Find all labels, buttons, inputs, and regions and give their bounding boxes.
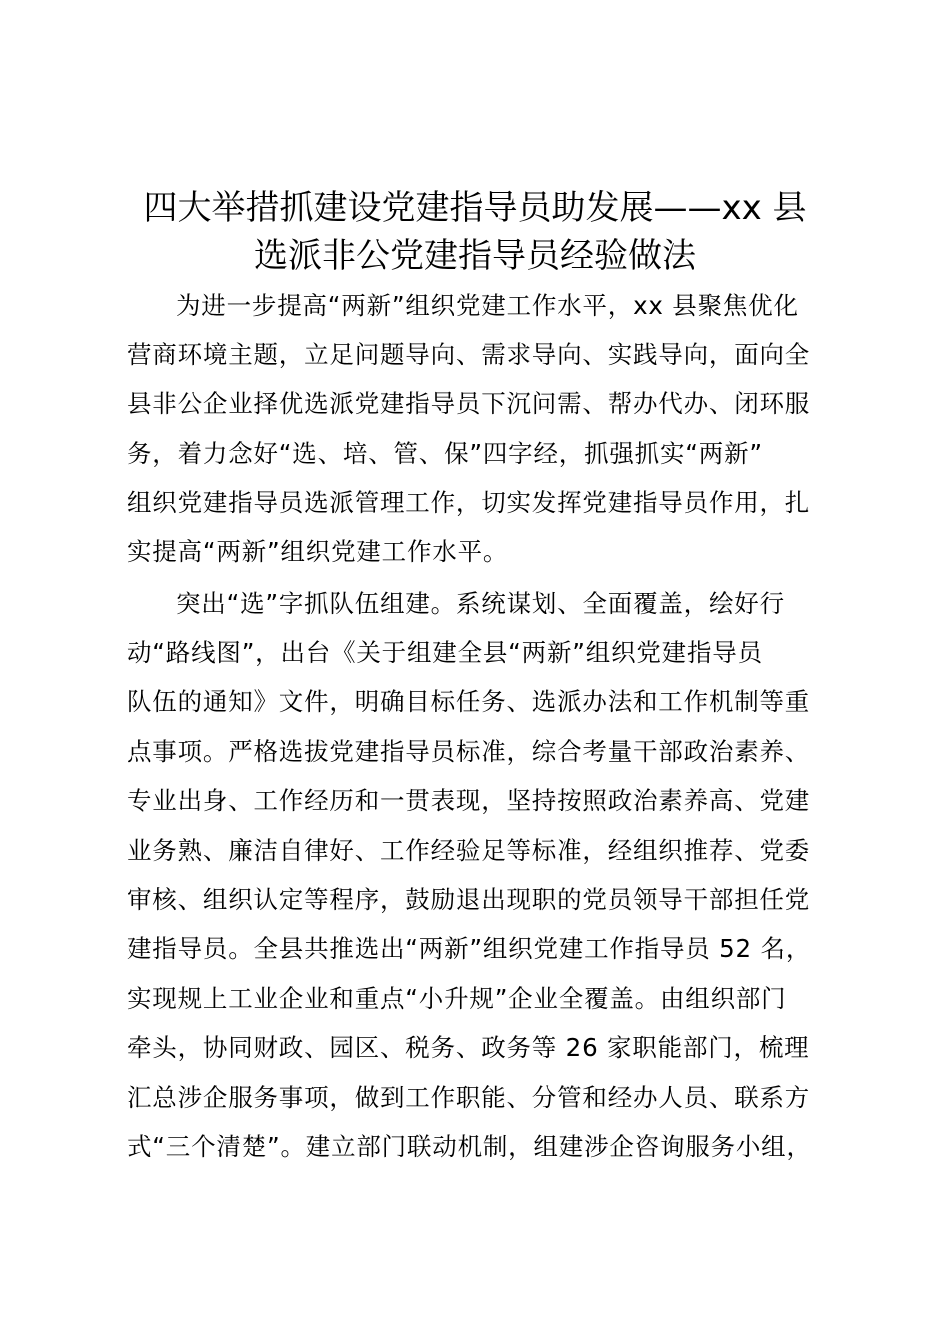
paragraph-line: 实现规上工业企业和重点“小升规”企业全覆盖。由组织部门	[127, 984, 787, 1013]
paragraph-line: 营商环境主题，立足问题导向、需求导向、实践导向，面向全	[127, 340, 811, 369]
paragraph-line: 为进一步提高“两新”组织党建工作水平，xx 县聚焦优化	[176, 291, 799, 320]
paragraph-line: 动“路线图”，出台《关于组建全县“两新”组织党建指导员	[127, 638, 763, 667]
paragraph-line: 县非公企业择优选派党建指导员下沉问需、帮办代办、闭环服	[127, 389, 811, 418]
paragraph-line: 汇总涉企服务事项，做到工作职能、分管和经办人员、联系方	[127, 1083, 811, 1112]
paragraph-line: 务，着力念好“选、培、管、保”四字经，抓强抓实“两新”	[127, 439, 763, 468]
paragraph-line: 业务熟、廉洁自律好、工作经验足等标准，经组织推荐、党委	[127, 836, 811, 865]
paragraph-line: 审核、组织认定等程序，鼓励退出现职的党员领导干部担任党	[127, 885, 811, 914]
paragraph-line: 建指导员。全县共推选出“两新”组织党建工作指导员 52 名，	[127, 934, 812, 963]
paragraph-line: 实提高“两新”组织党建工作水平。	[127, 537, 509, 566]
paragraph-line: 牵头，协同财政、园区、税务、政务等 26 家职能部门，梳理	[127, 1033, 810, 1062]
paragraph-line: 队伍的通知》文件，明确目标任务、选派办法和工作机制等重	[127, 687, 811, 716]
paragraph-line: 专业出身、工作经历和一贯表现，坚持按照政治素养高、党建	[127, 786, 811, 815]
paragraph-line: 点事项。严格选拔党建指导员标准，综合考量干部政治素养、	[127, 737, 811, 766]
paragraph-line: 式“三个清楚”。建立部门联动机制，组建涉企咨询服务小组，	[127, 1132, 812, 1161]
document-title-line-1: 四大举措抓建设党建指导员助发展——xx 县	[143, 188, 807, 228]
paragraph-line: 突出“选”字抓队伍组建。系统谋划、全面覆盖，绘好行	[176, 589, 785, 618]
paragraph-line: 组织党建指导员选派管理工作，切实发挥党建指导员作用，扎	[127, 488, 811, 517]
document-title-line-2: 选派非公党建指导员经验做法	[254, 236, 696, 276]
